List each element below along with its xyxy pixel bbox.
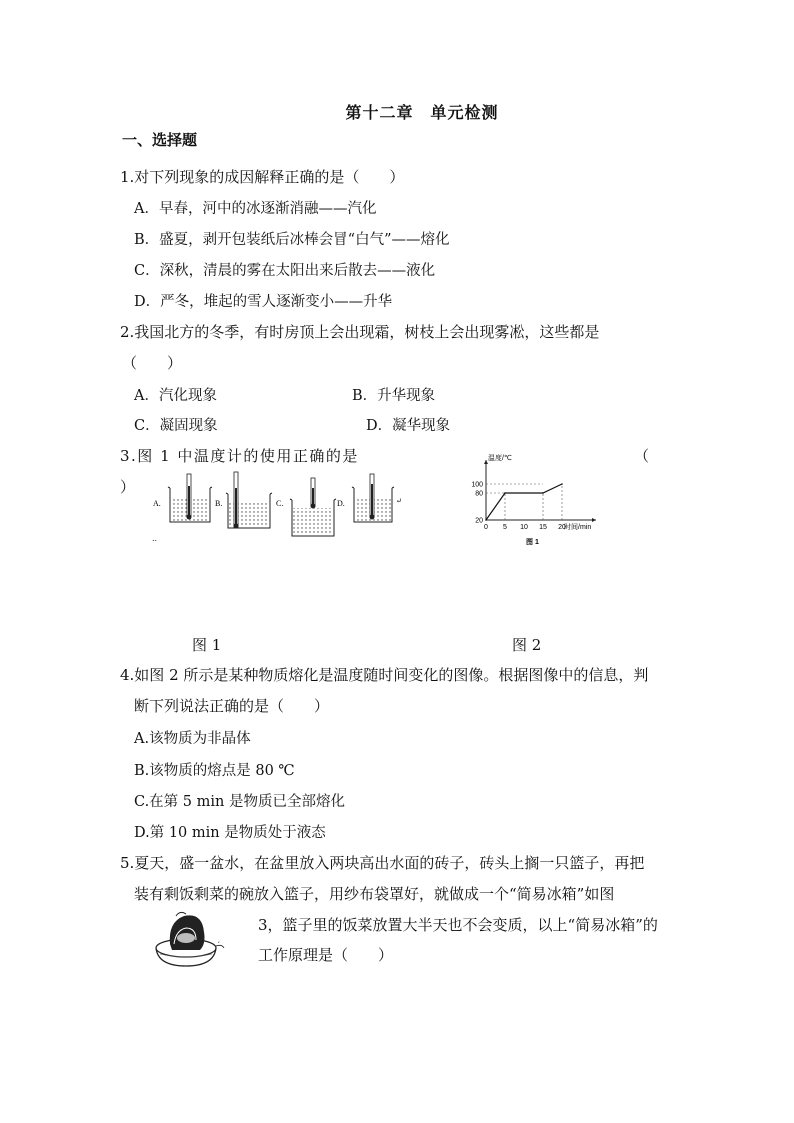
- beaker-b-label: B.: [215, 499, 223, 508]
- section-heading: 一、选择题: [122, 131, 198, 149]
- q3-stem: 3.图 1 中温度计的使用正确的是: [120, 447, 359, 465]
- q5-line2: 装有剩饭剩菜的碗放入篮子，用纱布袋罩好，就做成一个“简易冰箱”如图: [134, 885, 615, 903]
- q1-option-b: B．盛夏，剥开包装纸后冰棒会冒“白气”——熔化: [134, 232, 450, 248]
- q4-option-a: A.该物质为非晶体: [134, 731, 251, 747]
- q5-line3: 3，篮子里的饭菜放置大半天也不会变质，以上“简易冰箱”的: [258, 916, 658, 934]
- y-tick-label: 80: [475, 490, 483, 498]
- beaker-a: [153, 474, 212, 522]
- q4-option-c: C.在第 5 min 是物质已全部熔化: [134, 794, 345, 810]
- beaker-d: [337, 474, 402, 522]
- q2-stem: 2.我国北方的冬季，有时房顶上会出现霜，树枝上会出现雾凇，这些都是: [120, 323, 600, 341]
- data-point: [561, 483, 563, 485]
- beaker-d-label: D.: [337, 499, 345, 508]
- x-tick-label: 0: [484, 524, 488, 531]
- svg-text:↵: ↵: [396, 497, 402, 505]
- data-point: [485, 519, 487, 521]
- q3-paren-close: ）: [120, 478, 136, 496]
- x-tick-label: 10: [520, 524, 528, 531]
- q2-paren: （ ）: [122, 354, 183, 372]
- q2-option-c: C．凝固现象: [134, 418, 218, 434]
- q2-option-d: D．凝华现象: [366, 418, 451, 434]
- x-tick-label: 15: [539, 524, 547, 531]
- beaker-b: [215, 472, 272, 529]
- y-axis-label: 温度/℃: [488, 455, 512, 462]
- q4-option-b: B.该物质的熔点是 80 ℃: [134, 763, 295, 779]
- simple-fridge-illustration: [150, 908, 230, 970]
- beaker-c: [276, 478, 336, 536]
- y-tick-label: 100: [471, 481, 483, 489]
- q3-paren-open: （: [634, 447, 650, 465]
- figure-1-thermometers: [148, 470, 410, 550]
- x-axis-arrow: [592, 518, 596, 522]
- q2-option-a: A．汽化现象: [134, 388, 217, 404]
- figure-2-caption: 图 2: [512, 636, 542, 654]
- q1-option-a: A．早春，河中的冰逐渐消融——汽化: [134, 201, 377, 217]
- q1-stem: 1.对下列现象的成因解释正确的是（ ）: [120, 168, 405, 186]
- q1-option-d: D．严冬，堆起的雪人逐渐变小——升华: [134, 294, 393, 310]
- svg-text:,: ,: [218, 937, 220, 944]
- q2-option-b: B．升华现象: [352, 388, 436, 404]
- chart-caption: 图 1: [526, 539, 539, 546]
- q5-line4: 工作原理是（ ）: [258, 946, 394, 964]
- q5-line1: 5.夏天，盛一盆水，在盆里放入两块高出水面的砖子，砖头上搁一只篮子，再把: [120, 854, 645, 872]
- x-axis-label: 时间/min: [564, 524, 592, 531]
- figure-1-dots: ..: [152, 534, 158, 543]
- q1-option-c: C．深秋，清晨的雾在太阳出来后散去——液化: [134, 263, 436, 279]
- page-title: 第十二章 单元检测: [345, 103, 499, 122]
- figure-1-caption: 图 1: [192, 636, 222, 654]
- x-tick-label: 5: [503, 524, 507, 531]
- q4-stem-line1: 4.如图 2 所示是某种物质熔化是温度随时间变化的图像。根据图像中的信息，判: [120, 666, 649, 684]
- q4-stem-line2: 断下列说法正确的是（ ）: [134, 697, 330, 715]
- melting-chart: [466, 452, 606, 552]
- y-tick-label: 20: [475, 517, 483, 525]
- data-point: [542, 492, 544, 494]
- beaker-a-label: A.: [153, 499, 161, 508]
- q4-option-d: D.第 10 min 是物质处于液态: [134, 825, 326, 841]
- data-point: [504, 492, 506, 494]
- series-line: [486, 484, 562, 520]
- beaker-c-label: C.: [276, 499, 284, 508]
- x-tick-label: 20: [558, 524, 566, 531]
